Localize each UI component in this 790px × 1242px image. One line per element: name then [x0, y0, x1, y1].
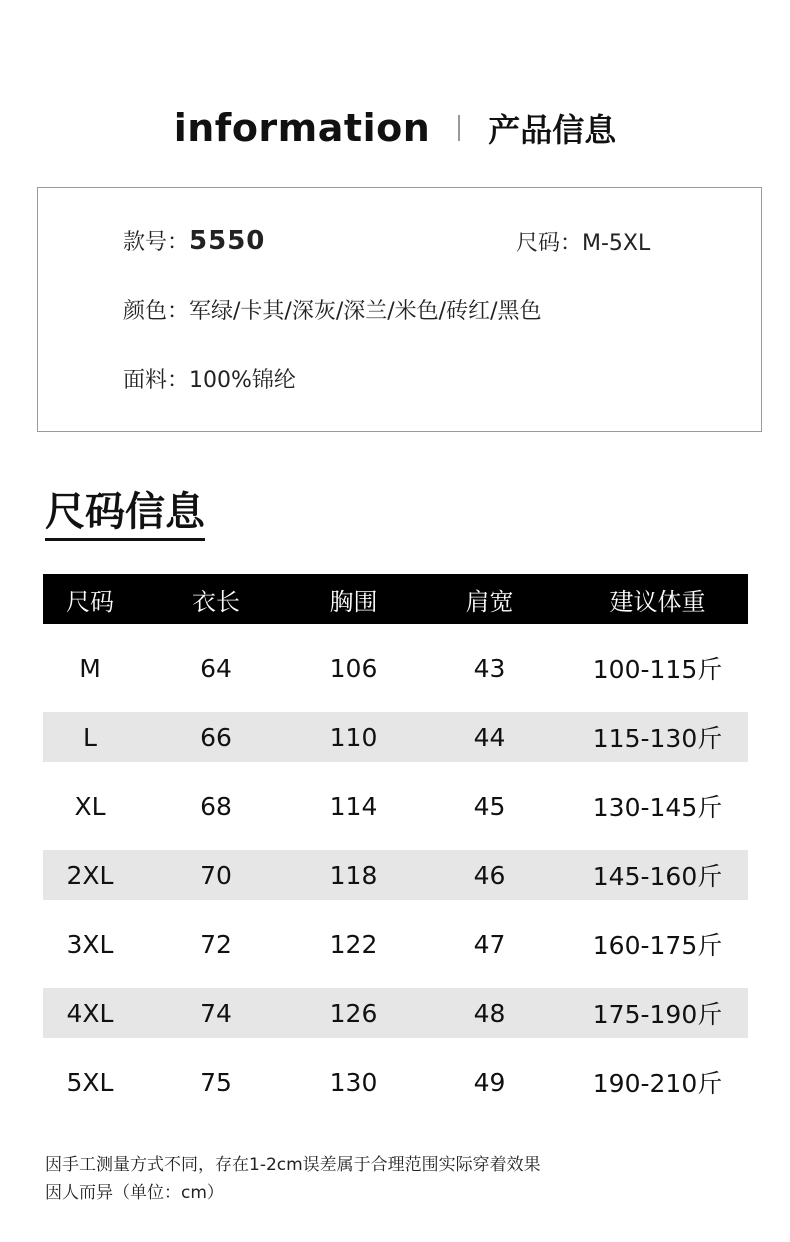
cell-size: 5XL	[66, 1067, 114, 1097]
table-row	[43, 1057, 748, 1107]
cell-shoulder: 49	[473, 1067, 506, 1097]
cell-length: 72	[200, 929, 232, 959]
cell-size: XL	[74, 791, 106, 821]
cell-chest: 126	[329, 998, 378, 1028]
cell-shoulder: 46	[473, 860, 506, 890]
header-cell-chest: 胸围	[329, 587, 378, 616]
header-title-cn: 产品信息	[488, 111, 617, 149]
fabric-value: 100%锦纶	[189, 368, 296, 393]
cell-size: 4XL	[66, 998, 114, 1028]
cell-weight: 160-175斤	[592, 931, 723, 960]
fabric-label: 面料：	[123, 368, 190, 393]
color-label: 颜色：	[123, 299, 190, 324]
cell-length: 64	[200, 653, 232, 683]
measurement-note-line-1: 因手工测量方式不同，存在1-2cm误差属于合理范围实际穿着效果	[45, 1155, 541, 1175]
size-section-title: 尺码信息	[45, 486, 205, 541]
cell-size: 3XL	[66, 929, 114, 959]
cell-weight: 175-190斤	[592, 1000, 723, 1029]
table-row	[43, 781, 748, 831]
cell-shoulder: 48	[473, 998, 506, 1028]
header-cell-weight: 建议体重	[609, 587, 706, 616]
cell-weight: 145-160斤	[592, 862, 723, 891]
cell-weight: 100-115斤	[592, 655, 723, 684]
cell-length: 68	[200, 791, 232, 821]
cell-chest: 122	[329, 929, 378, 959]
cell-length: 66	[200, 722, 232, 752]
table-row	[43, 850, 748, 900]
size-range-label: 尺码：	[516, 231, 583, 256]
size-range-row	[516, 226, 650, 257]
product-info-box	[37, 187, 762, 432]
size-range-value: M-5XL	[582, 231, 651, 256]
header-cell-size: 尺码	[66, 587, 114, 616]
table-header-row	[43, 574, 748, 624]
header-cell-length: 衣长	[192, 587, 240, 616]
model-row	[123, 225, 265, 256]
fabric-row	[123, 363, 296, 394]
color-value: 军绿/卡其/深灰/深兰/米色/砖红/黑色	[189, 299, 542, 324]
table-row	[43, 988, 748, 1038]
cell-chest: 110	[329, 722, 378, 752]
cell-size: L	[83, 722, 97, 752]
cell-shoulder: 43	[473, 653, 506, 683]
color-row	[123, 294, 542, 325]
table-row	[43, 919, 748, 969]
cell-shoulder: 44	[473, 722, 506, 752]
cell-length: 70	[200, 860, 232, 890]
header-title-en: information	[173, 106, 431, 150]
header-divider	[458, 115, 460, 141]
cell-weight: 130-145斤	[592, 793, 723, 822]
model-value: 5550	[189, 226, 266, 256]
cell-shoulder: 47	[473, 929, 506, 959]
table-row	[43, 643, 748, 693]
cell-length: 74	[200, 998, 232, 1028]
cell-shoulder: 45	[473, 791, 506, 821]
cell-chest: 114	[329, 791, 378, 821]
cell-size: M	[79, 653, 101, 683]
cell-chest: 130	[329, 1067, 378, 1097]
cell-length: 75	[200, 1067, 232, 1097]
measurement-note-line-2: 因人而异（单位：cm）	[45, 1183, 224, 1203]
cell-weight: 190-210斤	[592, 1069, 723, 1098]
cell-chest: 106	[329, 653, 378, 683]
cell-weight: 115-130斤	[592, 724, 723, 753]
cell-chest: 118	[329, 860, 378, 890]
product-info-header	[0, 100, 790, 156]
cell-size: 2XL	[66, 860, 114, 890]
table-row	[43, 712, 748, 762]
model-label: 款号：	[123, 230, 190, 255]
size-table	[43, 574, 748, 1107]
header-cell-shoulder: 肩宽	[465, 587, 514, 616]
